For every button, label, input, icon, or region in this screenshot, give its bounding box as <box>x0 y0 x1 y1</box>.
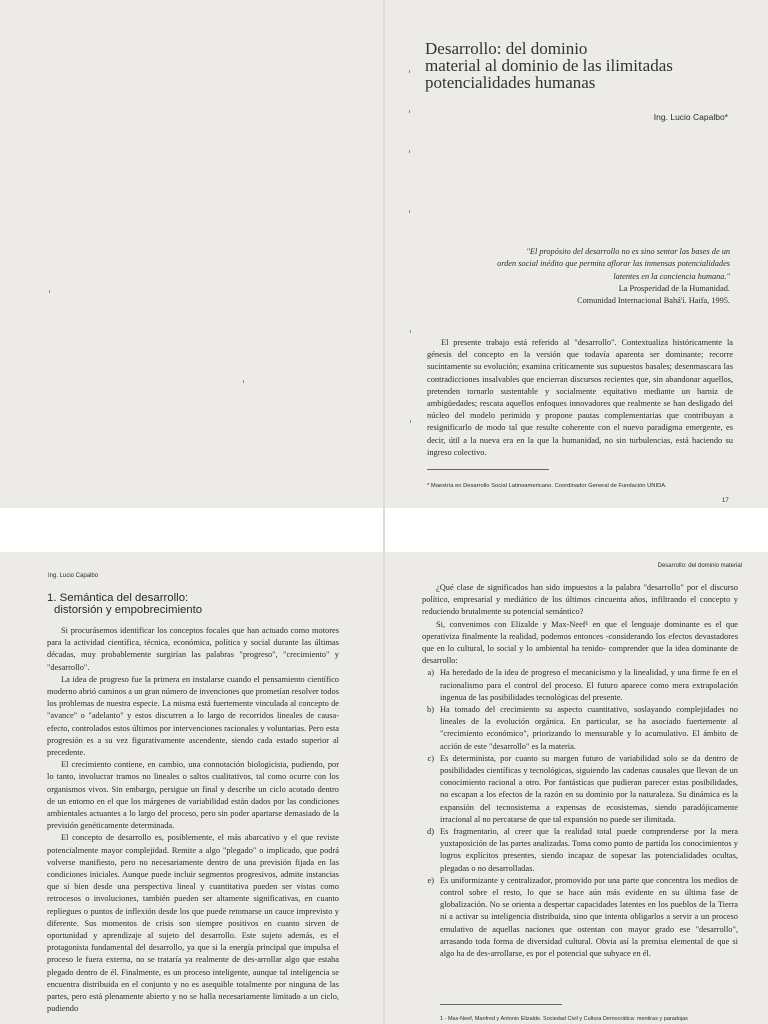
paragraph: ¿Qué clase de significados han sido impuestos a la palabra "desarrollo" por el discurso político, empresarial y mediático de los últimos cincuenta años, infiltrando el concepto y reduciendo brutalmente su potencial semántico? <box>422 583 738 617</box>
list-item <box>422 826 738 875</box>
list-marker: a) <box>427 668 434 678</box>
list-marker: b) <box>427 705 434 715</box>
list-text: Ha tomado del crecimiento su aspecto cuantitativo, soslayando complejidades no lineales de la evolución orgánica. En particular, se ha asociado fuertemente al "crecimiento económico", priorizando lo mensurable y lo acumulativo. El ámbito de acción de este "desarrollo" es la materia. <box>440 705 738 751</box>
list-marker: e) <box>427 875 434 885</box>
running-head: Ing. Lucio Capalbo <box>48 573 99 579</box>
footnote: * Maestría en Desarrollo Social Latinoamericano. Coordinador General de Fundación UNIDA. <box>427 483 667 489</box>
abstract-paragraph: El presente trabajo está referido al "desarrollo". Contextualiza históricamente la génesis del concepto en la versión que todavía aparenta ser dominante; recorre sucintamente su evolución; examina críticamente sus supuestos basales; desenmascara las contradicciones insalvables que encierran discursos recientes que, sin abandonar aquellos, pretenden tornarlo sustentable y socialmente equitativo mediante un barniz de ambigüedades; rescata aquellos enfoques innovadores que realmente se han desligado del núcleo del modelo perimido y propone pautas complementarias que contribuyan a resignificarlo de modo tal que resulte coherente con el nuevo paradigma emergente, es decir, útil a la nueva era en la que la humanidad, no sin turbulencias, está haciendo su ingreso colectivo. <box>427 338 733 457</box>
list-marker: c) <box>427 753 434 763</box>
epigraph-quote-line: "El propósito del desarrollo no es sino sentar las bases de un <box>526 247 730 256</box>
list-text: Ha heredado de la idea de progreso el mecanicismo y la linealidad, y una firme fe en el racionalismo para el control del proceso. El futuro aparece como mera extrapolación ingenua de las posibilidades tecnológicas del presente. <box>440 668 738 702</box>
list-item <box>422 667 738 704</box>
list-text: Es determinista, por cuanto su margen futuro de variabilidad solo se da dentro de posibilidades científicas y tecnológicas, siguiendo las cadenas causales que llevan de un conocimiento racional a otro. Por fantásticas que pudieran parecer estas posibilidades, no escapan a los efectos de la razón en su dominio por la naturaleza. Su dinámica es la expansión del tecnosistema a expensas de ecosistemas, siendo paradójicamente irracional al no percatarse de que tal expansión no puede ser ilimitada. <box>440 753 738 824</box>
epigraph <box>452 246 730 307</box>
spine-shadow <box>383 0 385 1024</box>
paragraph: El concepto de desarrollo es, posiblemente, el más abarcativo y el que reviste potencialmente mayor complejidad. Remite a algo "plegado" o implicado, que podrá volverse manifiesto, pero no necesariamente dentro de una previsión fijada en las condiciones iniciales. Aunque puede incluir segmentos progresivos, admite instancias que si bien desde una perspectiva lineal y cuantitativa pueden ser vistas como retrocesos o involuciones, también pueden ser altamente significativas, en cuanto repliegues o puntos de inflexión desde los que puede retomarse un cauce imprevisto y diferente. Sus momentos de crisis son siempre positivos en cuanto sirven de oportunidad y aprendizaje al sujeto del desarrollo. Este sujeto además, es el protagonista fundamental del desarrollo, ya que si la energía principal que impulsa el proceso le fuera externa, no se trataría ya realmente de des-arrollar algo que estaba plegado dentro de él. Finalmente, es un proceso inteligente, aunque tal inteligencia se encuentra distribuida en el conjunto y no es asequible totalmente por ninguna de las partes, pero está plenamente abierto y no se halla necesariamente limitado a un ciclo, pudiendo <box>47 833 339 1014</box>
list-text: Es uniformizante y centralizador, promovido por una parte que concentra los medios de control sobre el resto, lo que se hace aún más evidente en su última fase de globalización. No se orienta a despertar capacidades latentes en los pueblos de la Tierra ni a activar su inteligencia distribuida, sino que intenta obligarlos a servir a un proceso emulativo de aquellas naciones que ostentan con mayor grado ese "desarrollo", arrasando toda forma de diversidad cultural. Obvia así la premisa elemental de que si algo ha de des-arrollarse, es por el potencial que subyace en él. <box>440 875 738 959</box>
section-title-line: 1. Semántica del desarrollo: <box>47 592 189 604</box>
epigraph-source-line: La Prosperidad de la Humanidad. <box>618 283 730 293</box>
title-line: Desarrollo: del dominio <box>425 39 588 58</box>
epigraph-quote-line: latentes en la conciencia humana." <box>613 271 730 281</box>
list-item <box>422 753 738 826</box>
paragraph: Si procurásemos identificar los conceptos focales que han actuado como motores para la actividad científica, técnica, económica, política y social durante las últimas décadas, muy probablemente surgirían las palabras "progreso", "crecimiento" y "desarrollo". <box>47 626 339 672</box>
article-title <box>425 40 745 91</box>
section-title-line: distorsión y empobrecimiento <box>54 604 203 616</box>
footnote-rule <box>440 1004 562 1005</box>
left-body-text <box>47 625 339 1016</box>
list-marker: d) <box>427 827 434 837</box>
paragraph: Si, convenimos con Elizalde y Max-Neef¹ en que el lenguaje dominante es el que operativiza finalmente la realidad, podemos entonces -considerando los efectos devastadores que en lo cultural, lo social y lo ambiental ha tenido- comprender que la idea dominante de desarrollo: <box>422 619 738 666</box>
epigraph-source-line: Comunidad Internacional Bahá'í. Haifa, 1995. <box>577 296 730 306</box>
section-title <box>47 592 202 616</box>
paragraph: La idea de progreso fue la primera en instalarse cuando el pensamiento científico moderno abrió caminos a un gran número de invenciones que prometían resolver todos los problemas de nuestra especie. La misma está fuertemente vinculada al concepto de "avance" o "adelanto" y estos discurren a lo largo de recorridos lineales de causa-efecto, controlados estos últimos por intervenciones racionales y voluntarias. Pero esta progresión es a su vez figurativamente ascendente, siendo cada estado superior al precedente. <box>47 674 339 758</box>
author-name: Ing. Lucio Capalbo* <box>653 112 728 122</box>
title-line: potencialidades humanas <box>425 73 596 92</box>
footnote-rule <box>427 469 549 470</box>
epigraph-quote-line: orden social inédito que permita aflorar las inmensas potencialidades <box>497 259 730 269</box>
list-item <box>422 875 738 960</box>
page-number: 17 <box>722 498 729 504</box>
list-text: Es fragmentario, al creer que la realidad total puede comprenderse por la mera yuxtaposición de las partes analizadas. Toma como punto de partida los conocimientos y logros explícitos presentes, siendo incapaz de sopesar las potencialidades ocultas, plegadas o no desarrolladas. <box>440 827 738 873</box>
abstract <box>427 337 733 459</box>
title-line: material al dominio de las ilimitadas <box>425 56 673 75</box>
definition-list <box>422 667 738 960</box>
paragraph: El crecimiento contiene, en cambio, una connotación biologicista, pudiendo, por lo tanto, involucrar tramos no lineales o saltos cualitativos, tal como ocurre con los organismos vivos. Sin embargo, persigue un final y describe un ciclo acotado dentro de un entorno en el que los márgenes de variabilidad están dados por las condiciones ambientales actuantes a lo largo del proceso, pero sin poder apartarse demasiado de la previsión genéticamente determinada. <box>47 760 339 831</box>
list-item <box>422 704 738 753</box>
footnote: 1 - Max-Neef, Manfred y Antonio Elizalde. Sociedad Civil y Cultura Democrática: mentiras y paradojas <box>440 1016 688 1022</box>
right-body-text <box>422 582 738 960</box>
running-head: Desarrollo: del dominio material <box>657 563 742 569</box>
